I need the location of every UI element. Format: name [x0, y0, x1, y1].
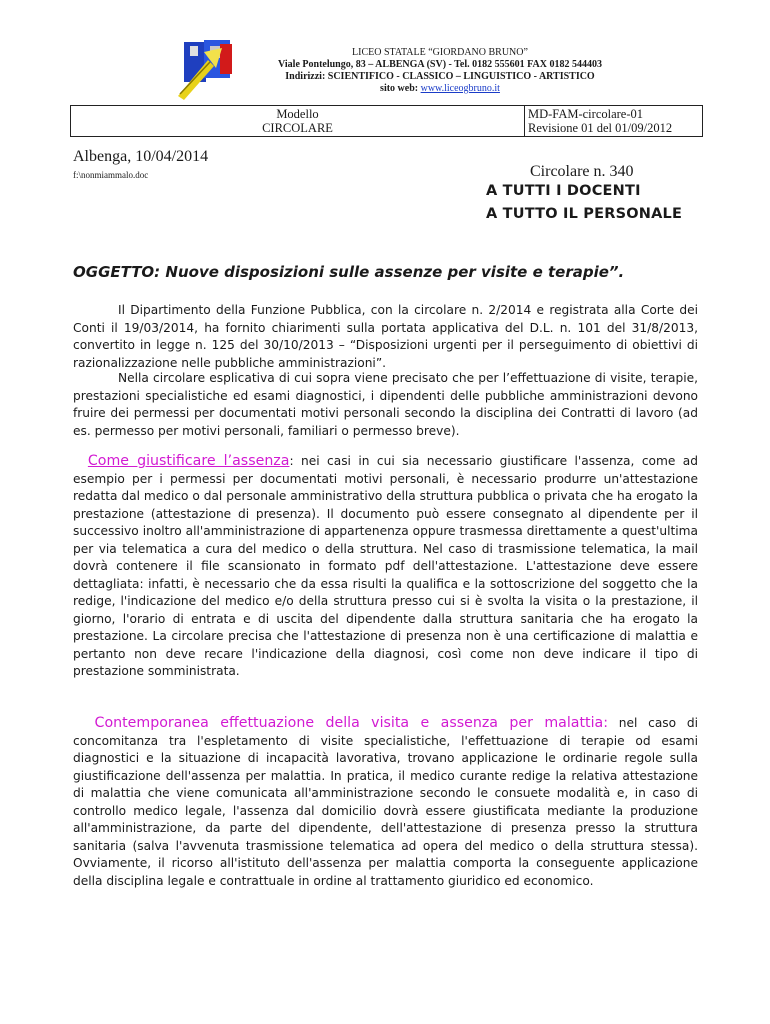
school-website: sito web: www.liceogbruno.it [380, 83, 500, 94]
document-date: Albenga, 10/04/2014 [73, 148, 209, 165]
school-address: Viale Pontelungo, 83 – ALBENGA (SV) - Tel. 0182 555601 FAX 0182 544403 [278, 59, 602, 70]
model-cell-right: MD-FAM-circolare-01 Revisione 01 del 01/09/2012 [528, 107, 673, 135]
paragraph-intro: Il Dipartimento della Funzione Pubblica, con la circolare n. 2/2014 e registrata alla Corte dei Conti il 19/03/2014, ha fornito chiarimenti sulla portata applicativa del D.L. n. 101 del 31/8/2013, convertito in legge n. 125 del 30/10/2013 – “Disposizioni urgenti per il perseguimento di obiettivi di razionalizzazione nelle pubbliche amministrazioni”. [73, 303, 698, 370]
section-text-malattia: nel caso di concomitanza tra l'espletamento di visite specialistiche, l'effettuazione di terapie od esami diagnostici e la situazione di incapacità lavorativa, trovano applicazione le ordinarie regole sulla giustificazione dell'assenza per malattia. In pratica, il medico curante redige la relativa attestazione di malattia che viene comunicata all'amministrazione secondo le consuete modalità e, in caso di controllo medico legale, l'assenza dal domicilio dovrà essere giustificata mediante la produzione all'amministrazione, da parte del dipendente, dell'attestazione di presenza presso la struttura sanitaria (salva l'avvenuta trasmissione telematica ad opera del medico o della struttura stessa). Ovviamente, il ricorso all'istituto dell'assenza per malattia comporta la conseguente applicazione della disciplina legale e contrattuale in ordine al trattamento giuridico ed economico. [73, 716, 698, 888]
file-name: f:\nonmiammalo.doc [73, 170, 149, 180]
section-heading-malattia: Contemporanea effettuazione della visita e assenza per malattia: [94, 715, 609, 731]
recipient-personale: A TUTTO IL PERSONALE [486, 206, 683, 222]
website-link[interactable]: www.liceogbruno.it [420, 83, 500, 94]
model-table [70, 105, 703, 137]
school-name: LICEO STATALE “GIORDANO BRUNO” [352, 47, 528, 58]
paragraph-explanation: Nella circolare esplicativa di cui sopra viene precisato che per l’effettuazione di visite, terapie, prestazioni specialistiche ed esami diagnostici, i dipendenti delle pubbliche amministrazioni devono fruire dei permessi per documentati motivi personali secondo la disciplina dei Contratti di lavoro (ad es. permesso per motivi personali, familiari o permesso breve). [73, 371, 698, 438]
recipient-docenti: A TUTTI I DOCENTI [486, 183, 641, 199]
section-malattia [73, 715, 698, 890]
school-logo [170, 38, 250, 100]
model-cell-left: Modello CIRCOLARE [71, 106, 525, 136]
section-giustificare [73, 453, 698, 681]
subject-line: OGGETTO: Nuove disposizioni sulle assenze per visite e terapie”. [73, 263, 625, 281]
section-heading-giustificare: Come giustificare l’assenza [87, 453, 290, 469]
section-text-giustificare: : nei casi in cui sia necessario giustificare l'assenza, come ad esempio per i permessi per documentati motivi personali, è necessario produrre un'attestazione redatta dal medico o dal personale amministrativo della struttura pubblica o privata che ha erogato la prestazione (attestazione di presenza). Il documento può essere consegnato al dipendente per il successivo inoltro all'amministrazione di appartenenza oppure trasmessa direttamente a quest'ultima per via telematica a cura del medico o della struttura. Nel caso di trasmissione telematica, la mail dovrà contenere il file scansionato in formato pdf dell'attestazione. L'attestazione deve essere dettagliata: infatti, è necessario che da essa risulti la qualifica e la sottoscrizione del soggetto che la redige, l'indicazione del medico e/o della struttura presso cui si è svolta la visita o la prestazione, il giorno, l'orario di entrata e di uscita del dipendente dalla struttura sanitaria che ha erogato la prestazione. La circolare precisa che l'attestazione di presenza non è una certificazione di malattia e pertanto non deve recare l'indicazione della diagnosi, così come non deve indicare il tipo di prestazione somministrata. [73, 454, 698, 678]
circolare-number: Circolare n. 340 [530, 163, 634, 180]
school-indirizzi: Indirizzi: SCIENTIFICO - CLASSICO – LINGUISTICO - ARTISTICO [285, 71, 595, 82]
